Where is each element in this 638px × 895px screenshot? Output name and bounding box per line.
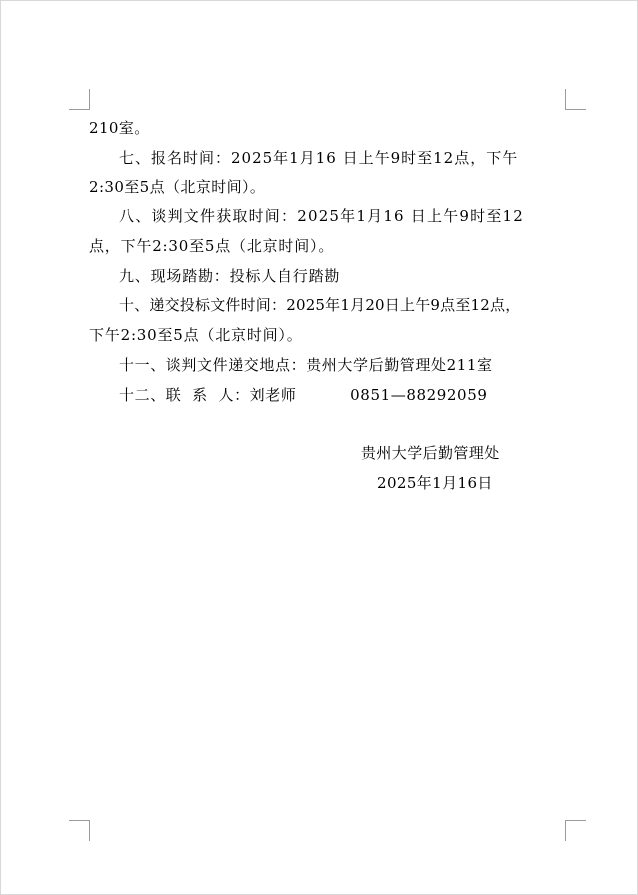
crop-mark-top-right — [565, 89, 586, 110]
crop-mark-bottom-left — [69, 820, 90, 841]
document-acquisition-time-line-cont: 点，下午2:30至5点（北京时间）。 — [89, 237, 335, 255]
document-acquisition-time-line: 八、谈判文件获取时间：2025年1月16 日上午9时至12 — [119, 207, 525, 225]
submission-location-line: 十一、谈判文件递交地点：贵州大学后勤管理处211室 — [119, 356, 493, 374]
registration-time-line: 七、报名时间：2025年1月16 日上午9时至12点，下午 — [119, 149, 519, 167]
bid-submission-time-line: 十、递交投标文件时间：2025年1月20日上午9点至12点， — [119, 296, 521, 314]
bid-submission-time-line-cont: 下午2:30至5点（北京时间）。 — [89, 326, 303, 344]
crop-mark-bottom-right — [565, 820, 586, 841]
site-inspection-line: 九、现场踏勘：投标人自行踏勘 — [119, 267, 341, 285]
crop-mark-top-left — [69, 89, 90, 110]
registration-time-line-cont: 2:30至5点（北京时间）。 — [89, 178, 266, 196]
signature-organization: 贵州大学后勤管理处 — [361, 444, 500, 462]
text-line: 210室。 — [89, 119, 150, 137]
contact-line: 十二、联 系 人：刘老师 0851—88292059 — [119, 386, 488, 404]
signature-date: 2025年1月16日 — [377, 474, 493, 492]
